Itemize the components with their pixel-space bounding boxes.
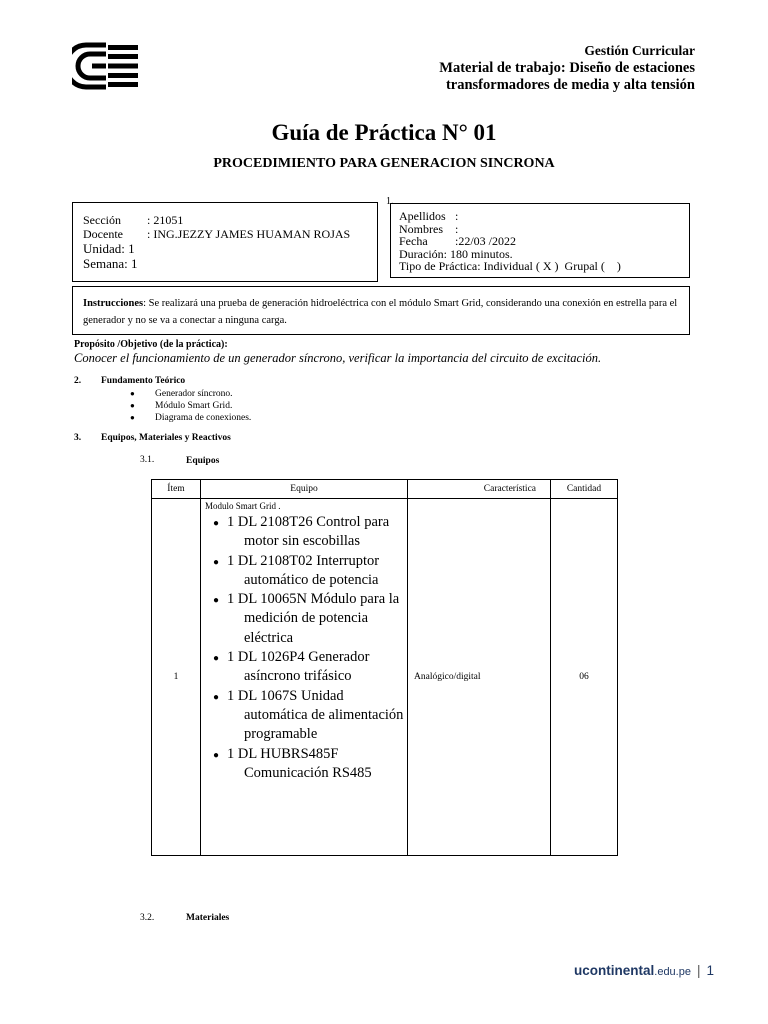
cell-item: 1 (152, 499, 201, 856)
list-item (205, 590, 407, 648)
table-header-row (152, 480, 618, 499)
list-item (205, 745, 407, 784)
header-line-2: Material de trabajo: Diseño de estaciones (439, 59, 695, 76)
section-3-number: 3. (74, 433, 82, 443)
instructions-box (72, 286, 690, 335)
section-2-title: Fundamento Teórico (101, 376, 186, 386)
bullet-dot-icon: ● (130, 413, 135, 422)
section-3-title: Equipos, Materiales y Reactivos (101, 433, 231, 443)
seccion-value: : 21051 (147, 213, 184, 227)
subsection-3-2-number: 3.2. (140, 913, 155, 923)
list-item (205, 513, 407, 552)
list-item-text: Módulo Smart Grid. (155, 401, 233, 411)
nombres-value: : (455, 221, 459, 236)
fecha-value: :22/03 /2022 (455, 234, 517, 249)
footer-separator: | (696, 963, 701, 978)
bullet-dot-icon: ● (212, 518, 220, 529)
list-item-text: 1 DL 10065N Módulo para la medición de potencia eléctrica (227, 591, 400, 646)
theory-list (130, 388, 251, 424)
nombres-label: Nombres (399, 221, 443, 236)
docente-row (83, 227, 367, 241)
docente-value: : ING.JEZZY JAMES HUAMAN ROJAS (147, 227, 351, 241)
list-marker: 1. (386, 196, 394, 207)
purpose-label: Propósito /Objetivo (de la práctica): (74, 339, 228, 350)
col-header-caracteristica: Característica (408, 480, 551, 499)
instructions-label: Instrucciones (83, 298, 144, 309)
bullet-dot-icon: ● (130, 401, 135, 410)
list-item (205, 552, 407, 591)
bullet-dot-icon: ● (212, 691, 220, 703)
semana-text: Semana: 1 (83, 256, 138, 271)
list-item (130, 400, 251, 412)
list-item-text: 1 DL 2108T02 Interruptor automático de potencia (227, 552, 380, 588)
tipo-practica-text: Tipo de Práctica: Individual ( X ) Grupal ( ) (399, 259, 621, 274)
list-item-text: 1 DL 1026P4 Generador asíncrono trifásico (227, 649, 370, 685)
nombres-row (399, 223, 681, 236)
subsection-3-1-title: Equipos (186, 456, 220, 466)
subsection-3-2-title: Materiales (186, 913, 230, 923)
header-line-3: transformadores de media y alta tensión (445, 77, 695, 93)
cell-equipo (201, 499, 408, 856)
list-item-text: 1 DL 2108T26 Control para motor sin escobillas (227, 514, 390, 550)
subsection-3-1-number: 3.1. (140, 455, 155, 465)
footer-brand: ucontinental (574, 963, 655, 978)
apellidos-label: Apellidos (399, 209, 446, 223)
page-subtitle: PROCEDIMIENTO PARA GENERACION SINCRONA (213, 156, 555, 171)
equipo-list (205, 513, 407, 783)
fecha-label: Fecha (399, 234, 428, 249)
bullet-dot-icon: ● (212, 749, 220, 761)
list-item (130, 388, 251, 400)
unidad-text: Unidad: 1 (83, 241, 135, 256)
list-item (205, 687, 407, 745)
col-header-equipo: Equipo (201, 480, 408, 499)
cell-caracteristica: Analógico/digital (408, 499, 551, 856)
document-header (439, 42, 695, 95)
list-item (205, 648, 407, 687)
table-row (152, 499, 618, 856)
instructions-text: : Se realizará una prueba de generación hidroeléctrica con el módulo Smart Grid, considerando una conexión en estrella para el generador y no se va a conectar a ninguna carga. (83, 298, 678, 326)
purpose-text: Conocer el funcionamiento de un generador síncrono, verificar la importancia del circuito de excitación. (74, 351, 602, 365)
page-footer (574, 963, 714, 978)
header-line-1: Gestión Curricular (584, 43, 695, 58)
student-info-box (390, 203, 690, 278)
list-item-text: Diagrama de conexiones. (155, 413, 252, 423)
university-logo (72, 42, 140, 90)
list-item-text: 1 DL HUBRS485F Comunicación RS485 (227, 745, 372, 781)
equipment-table (151, 479, 618, 856)
seccion-label: Sección (83, 213, 121, 227)
cell-cantidad: 06 (551, 499, 618, 856)
bullet-dot-icon: ● (212, 653, 220, 665)
page-title: Guía de Práctica N° 01 (271, 120, 497, 145)
section-2-number: 2. (74, 376, 82, 386)
list-item-text: 1 DL 1067S Unidad automática de alimentación programable (227, 687, 404, 743)
fecha-row (399, 235, 681, 248)
bullet-dot-icon: ● (212, 556, 220, 568)
equipo-heading: Modulo Smart Grid . (205, 501, 281, 511)
page-number: 1 (706, 963, 714, 978)
apellidos-row (399, 210, 681, 223)
duracion-text: Duración: 180 minutos. (399, 246, 513, 261)
docente-label: Docente (83, 227, 123, 241)
seccion-row (83, 213, 367, 227)
col-header-item: Ítem (152, 480, 201, 499)
footer-domain: .edu.pe (654, 966, 691, 978)
bullet-dot-icon: ● (212, 595, 220, 607)
list-item (130, 412, 251, 424)
bullet-dot-icon: ● (130, 389, 135, 398)
apellidos-value: : (455, 209, 459, 223)
course-info-box (72, 202, 378, 282)
list-item-text: Generador síncrono. (155, 389, 233, 399)
col-header-cantidad: Cantidad (551, 480, 618, 499)
